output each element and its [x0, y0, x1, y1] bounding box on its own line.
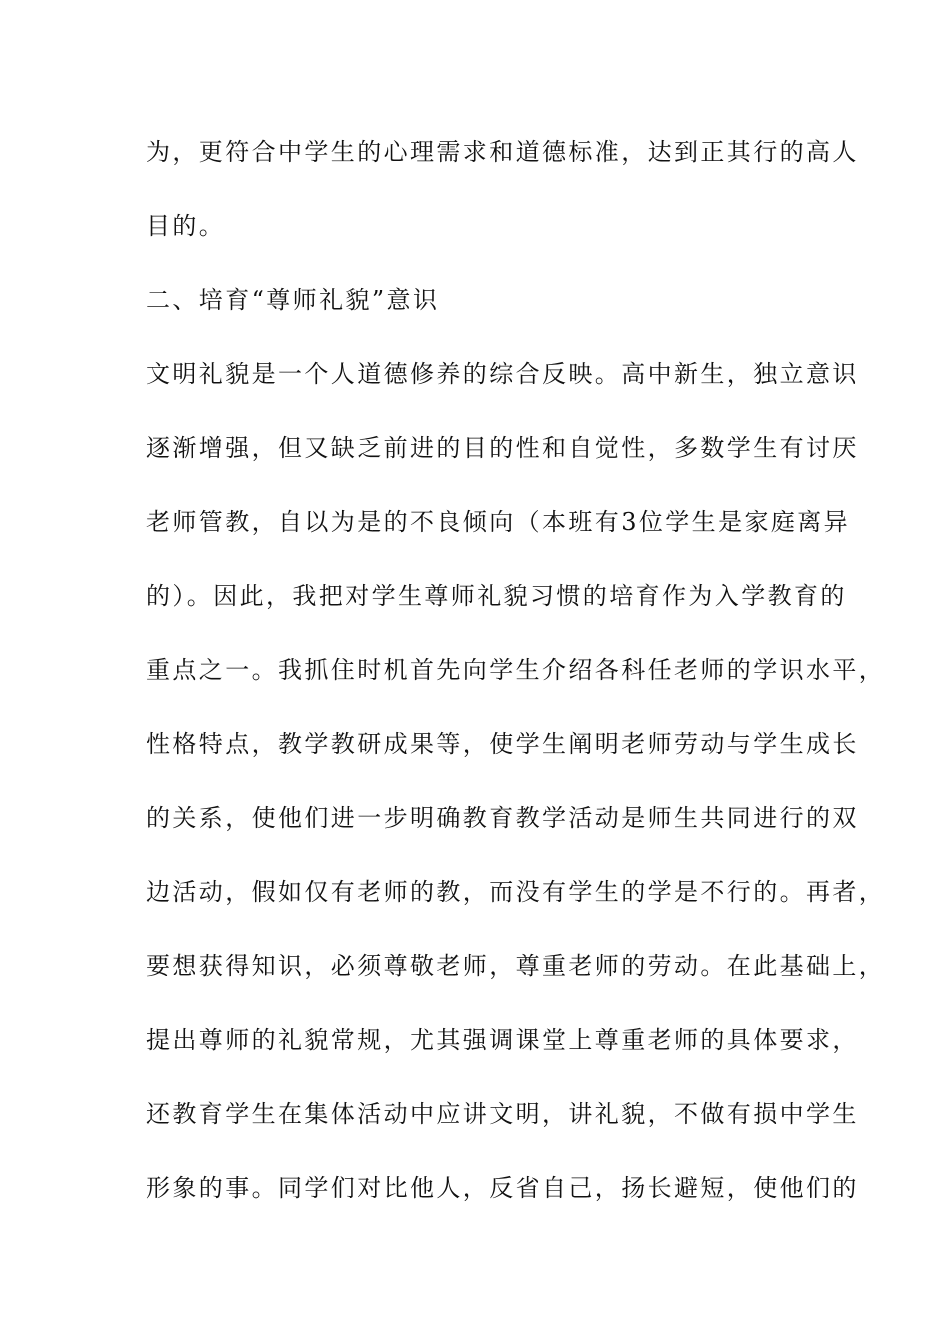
- paragraph-line: 文明礼貌是一个人道德修养的综合反映。高中新生，独立意识: [146, 360, 859, 388]
- paragraph-line: 性格特点，教学教研成果等，使学生阐明老师劳动与学生成长: [146, 730, 859, 758]
- paragraph-line: 还教育学生在集体活动中应讲文明，讲礼貌，不做有损中学生: [146, 1100, 859, 1128]
- paragraph-line: 要想获得知识，必须尊敬老师，尊重老师的劳动。在此基础上，: [146, 952, 886, 980]
- section-heading: 二、培育“尊师礼貌”意识: [146, 286, 440, 314]
- paragraph-line: 为，更符合中学生的心理需求和道德标准，达到正其行的高人: [146, 138, 859, 166]
- paragraph-line: 的）。因此，我把对学生尊师礼貌习惯的培育作为入学教育的: [146, 582, 847, 610]
- paragraph-line: 提出尊师的礼貌常规，尤其强调课堂上尊重老师的具体要求，: [146, 1026, 859, 1054]
- paragraph-line: 老师管教，自以为是的不良倾向（本班有3位学生是家庭离异: [146, 508, 851, 536]
- paragraph-line: 重点之一。我抓住时机首先向学生介绍各科任老师的学识水平，: [146, 656, 886, 684]
- paragraph-line: 的关系，使他们进一步明确教育教学活动是师生共同进行的双: [146, 804, 859, 832]
- paragraph-line: 逐渐增强，但又缺乏前进的目的性和自觉性，多数学生有讨厌: [146, 434, 859, 462]
- paragraph-line: 目的。: [146, 212, 226, 240]
- paragraph-line: 边活动，假如仅有老师的教，而没有学生的学是不行的。再者，: [146, 878, 886, 906]
- paragraph-line: 形象的事。同学们对比他人，反省自己，扬长避短，使他们的: [146, 1174, 859, 1202]
